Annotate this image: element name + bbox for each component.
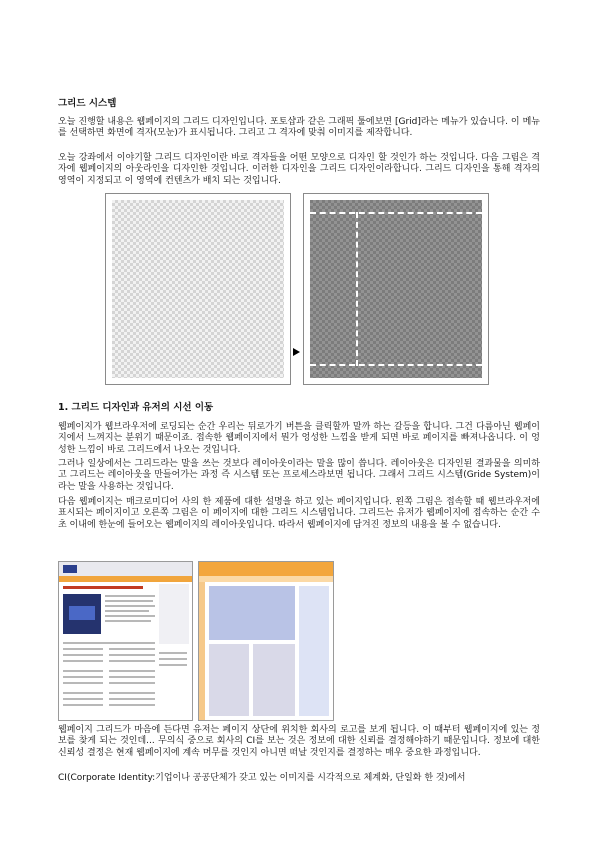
- section-heading-grid-system: 그리드 시스템: [58, 98, 117, 109]
- grid-main-block: [209, 586, 295, 640]
- text-line: [105, 605, 155, 607]
- grid-column-left: [209, 644, 249, 716]
- text-line: [109, 704, 155, 706]
- section-heading-user-gaze: 1. 그리드 디자인과 유저의 시선 이동: [58, 402, 214, 413]
- body-paragraph-1: 웹페이지가 웹브라우저에 로딩되는 순간 우리는 뒤로가기 버튼을 클릭할까 말까 하는 갈등을 합니다. 그건 다름아닌 웹페이지에서 느껴지는 분위기 때문이죠. 접속한 웹페이지에서 뭔가 엉성한 느낌을 받게 되면 바로 페이지를 빠져나옵니다. 이 엉성한 느낌이 바로 그리드에서 나오는 것입니다.: [58, 422, 540, 455]
- body-paragraph-3: 다음 웹페이지는 매크로미디어 사의 한 제품에 대한 설명을 하고 있는 페이지입니다. 왼쪽 그림은 접속할 때 웹브라우저에 표시되는 페이지이고 오른쪽 그림은 이 페이지에 대한 그리드 시스템입니다. 그리드는 유저가 웹페이지에 접속하는 순간 수초 이내에 한눈에 들어오는 웹페이지의 레이아웃입니다. 따라서 웹페이지에 담겨진 정보의 내용을 볼 수 없습니다.: [58, 497, 540, 530]
- text-line: [105, 615, 155, 617]
- text-line: [63, 676, 103, 678]
- grid-outline-top: [310, 212, 482, 214]
- arrow-right-icon: [293, 348, 300, 356]
- grid-header-area: [199, 562, 333, 576]
- grid-image-outlined: [303, 193, 489, 385]
- text-line: [105, 620, 151, 622]
- body-paragraph-4: 웹페이지 그리드가 마음에 든다면 유저는 페이지 상단에 위치한 회사의 로고를 보게 됩니다. 이 때부터 웹페이지에 있는 정보를 찾게 되는 것인데... 무의식 중으로 회사의 CI를 보는 것은 정보에 대한 신뢰를 결정해야하기 때문입니다. 정보에 대한 신뢰성 결정은 현재 웹페이지에 계속 머무를 것인지 아니면 떠날 것인지를 결정하는 매우 중요한 과정입니다.: [58, 725, 540, 758]
- text-line: [109, 692, 155, 694]
- text-line: [63, 660, 103, 662]
- grid-outline-column: [356, 212, 358, 366]
- intro-paragraph-1: 오늘 진행할 내용은 웹페이지의 그리드 디자인입니다. 포토샵과 같은 그래픽 툴에보면 [Grid]라는 메뉴가 있습니다. 이 메뉴를 선택하면 화면에 격자(모눈)가 표시됩니다. 그리고 그 격자에 맞춰 이미지를 제작합니다.: [58, 117, 540, 139]
- grid-pattern-dark: [310, 200, 482, 378]
- text-line: [105, 595, 155, 597]
- text-line: [63, 698, 103, 700]
- text-line: [109, 698, 155, 700]
- text-line: [109, 648, 155, 650]
- text-line: [109, 670, 155, 672]
- text-line: [109, 682, 155, 684]
- grid-column-right: [253, 644, 295, 716]
- logo-icon: [63, 565, 77, 573]
- text-line: [105, 610, 149, 612]
- text-line: [63, 692, 103, 694]
- body-paragraph-2: 그러나 일상에서는 그리드라는 말을 쓰는 것보다 레이아웃이라는 말을 많이 씁니다. 레이아웃은 디자인된 결과물을 의미하고 그리드는 레이아웃을 만들어가는 과정 즉 시스템 또는 프로세스라보면 됩니다. 그래서 그리드 시스템(Gride System)이라는 말을 사용하는 것입니다.: [58, 459, 540, 492]
- text-line: [63, 704, 103, 706]
- grid-nav-area: [199, 576, 333, 582]
- text-line: [63, 648, 103, 650]
- text-line: [159, 652, 187, 654]
- grid-sidebar-area: [299, 586, 329, 716]
- product-box-label: [69, 606, 95, 620]
- grid-pattern: [112, 200, 284, 378]
- text-line: [109, 660, 155, 662]
- text-line: [159, 664, 187, 666]
- text-line: [63, 670, 103, 672]
- grid-outline-bottom: [310, 364, 482, 366]
- text-line: [63, 642, 155, 644]
- webpage-screenshot: [58, 561, 193, 721]
- text-line: [109, 676, 155, 678]
- intro-paragraph-2: 오늘 강좌에서 이야기할 그리드 디자인이란 바로 격자들을 어떤 모양으로 디자인 할 것인가 하는 것입니다. 다음 그림은 격자에 웹페이지의 아웃라인을 디자인한 것입니다. 이러한 디자인을 그리드 디자인이라합니다. 그리드 디자인을 통해 격자의 영역이 지정되고 이 영역에 컨텐츠가 배치 되는 것입니다.: [58, 153, 540, 186]
- text-line: [105, 600, 153, 602]
- screenshot-nav-bar: [59, 576, 192, 582]
- text-line: [159, 658, 187, 660]
- screenshot-title-line: [63, 586, 143, 589]
- grid-left-margin: [199, 582, 205, 720]
- body-paragraph-5: CI(Corporate Identity:기업이나 공공단체가 갖고 있는 이미지를 시각적으로 체계화, 단일화 한 것)에서: [58, 773, 466, 783]
- screenshot-header: [59, 562, 192, 576]
- text-line: [63, 654, 103, 656]
- screenshot-sidebar: [159, 584, 189, 644]
- webpage-grid-system: [198, 561, 334, 721]
- grid-image-plain: [105, 193, 291, 385]
- text-line: [109, 654, 155, 656]
- text-line: [63, 682, 103, 684]
